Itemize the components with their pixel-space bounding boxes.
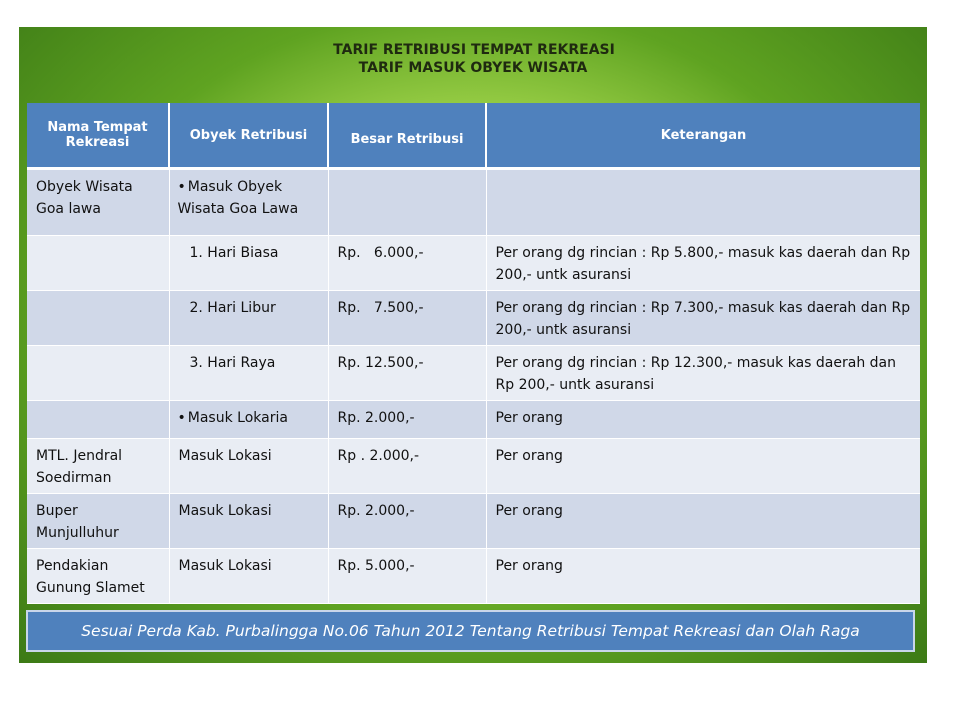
cell-besar: Rp . 2.000,- [328,439,486,494]
page-title [19,41,927,77]
header-keterangan: Keterangan [486,103,920,169]
cell-keterangan: Per orang [486,401,920,439]
cell-besar: Rp. 2.000,- [328,401,486,439]
title-line-2: TARIF MASUK OBYEK WISATA [358,60,588,76]
cell-besar: Rp. 5.000,- [328,549,486,604]
cell-nama: MTL. Jendral Soedirman [27,439,169,494]
cell-obyek: Masuk Lokasi [169,439,328,494]
cell-obyek: Masuk Lokasi [169,494,328,549]
cell-obyek-text: • Masuk Lokaria [178,410,288,426]
cell-obyek-text: • Masuk Obyek Wisata Goa Lawa [178,176,320,220]
regulation-footer: Sesuai Perda Kab. Purbalingga No.06 Tahun 2012 Tentang Retribusi Tempat Rekreasi dan Olah Raga [26,610,915,652]
cell-keterangan: Per orang dg rincian : Rp 5.800,- masuk kas daerah dan Rp 200,- untk asuransi [486,236,920,291]
table-row [27,169,920,236]
table-row [27,439,920,494]
cell-nama [27,291,169,346]
table-row [27,401,920,439]
cell-keterangan: Per orang [486,494,920,549]
cell-obyek: 2. Hari Libur [169,291,328,346]
table-row [27,346,920,401]
cell-keterangan: Per orang [486,439,920,494]
table-row [27,236,920,291]
cell-keterangan [486,169,920,236]
cell-obyek [169,169,328,236]
header-besar-retribusi: Besar Retribusi [328,103,486,169]
slide [19,27,927,663]
table-row [27,291,920,346]
cell-keterangan: Per orang [486,549,920,604]
table-header-row [27,103,920,169]
cell-besar: Rp. 7.500,- [328,291,486,346]
cell-besar: Rp. 6.000,- [328,236,486,291]
cell-besar: Rp. 12.500,- [328,346,486,401]
cell-obyek: 3. Hari Raya [169,346,328,401]
cell-nama: Pendakian Gunung Slamet [27,549,169,604]
title-line-1: TARIF RETRIBUSI TEMPAT REKREASI [333,42,615,58]
tariff-table [27,103,920,604]
cell-nama [27,346,169,401]
cell-obyek [169,401,328,439]
header-obyek-retribusi: Obyek Retribusi [169,103,328,169]
cell-besar [328,169,486,236]
table-row [27,549,920,604]
header-nama-tempat: Nama Tempat Rekreasi [27,103,169,169]
cell-obyek: Masuk Lokasi [169,549,328,604]
cell-nama: Obyek Wisata Goa lawa [27,169,169,236]
cell-nama [27,236,169,291]
cell-nama: Buper Munjulluhur [27,494,169,549]
cell-besar: Rp. 2.000,- [328,494,486,549]
cell-nama [27,401,169,439]
table-row [27,494,920,549]
cell-keterangan: Per orang dg rincian : Rp 12.300,- masuk kas daerah dan Rp 200,- untk asuransi [486,346,920,401]
cell-obyek: 1. Hari Biasa [169,236,328,291]
cell-keterangan: Per orang dg rincian : Rp 7.300,- masuk kas daerah dan Rp 200,- untk asuransi [486,291,920,346]
